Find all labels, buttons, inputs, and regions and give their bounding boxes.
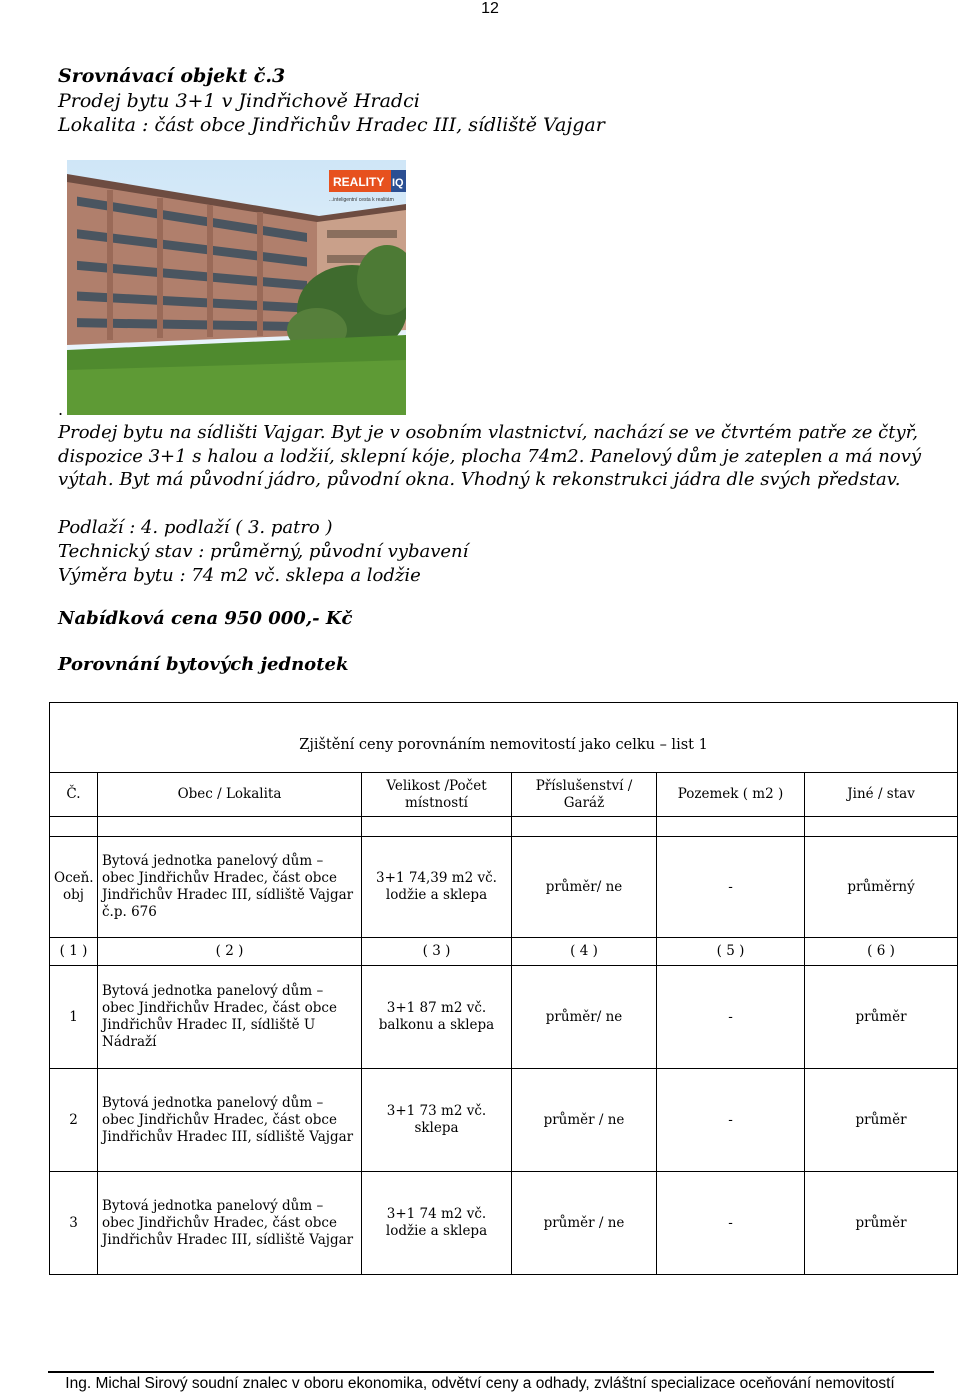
row-location: Bytová jednotka panelový dům – obec Jindřichův Hradec, část obce Jindřichův Hradec II, sídliště U Nádraží [98, 966, 362, 1069]
column-number: ( 5 ) [657, 938, 805, 966]
row-location: Bytová jednotka panelový dům – obec Jindřichův Hradec, část obce Jindřichův Hradec III, sídliště Vajgar [98, 1172, 362, 1275]
building-photo [67, 160, 406, 415]
column-number: ( 4 ) [512, 938, 657, 966]
object-subtitle: Prodej bytu 3+1 v Jindřichově Hradci [58, 90, 420, 112]
row-accessories: průměr / ne [512, 1172, 657, 1275]
header-number: Č. [50, 773, 98, 817]
subject-row [50, 837, 958, 938]
row-id: 3 [50, 1172, 98, 1275]
logo-tagline: ...inteligentní cesta k realitám [329, 197, 394, 203]
table-caption: Zjištění ceny porovnáním nemovitostí jako celku – list 1 [50, 703, 958, 773]
row-location: Bytová jednotka panelový dům – obec Jindřichův Hradec, část obce Jindřichův Hradec III, sídliště Vajgar [98, 1069, 362, 1172]
table-spacer-row [50, 817, 958, 837]
stray-dot: . [58, 400, 64, 419]
column-number: ( 3 ) [362, 938, 512, 966]
row-accessories: průměr/ ne [512, 966, 657, 1069]
condition-line: Technický stav : průměrný, původní vybavení [58, 541, 469, 562]
row-id: 1 [50, 966, 98, 1069]
row-accessories: průměr / ne [512, 1069, 657, 1172]
logo-text: REALITY [333, 175, 385, 189]
floors-line: Podlaží : 4. podlaží ( 3. patro ) [58, 517, 333, 538]
header-accessories: Příslušenství / Garáž [512, 773, 657, 817]
comparison-heading: Porovnání bytových jednotek [58, 654, 349, 675]
description-text: Prodej bytu na sídlišti Vajgar. Byt je v osobním vlastnictví, nachází se ve čtvrtém patře ze čtyř, dispozice 3+1 s halou a lodžií, sklepní kóje, plocha 74m2. Panelový dům je zateplen a má nový výtah. Byt má původní jádro, původní okna. Vhodný k rekonstrukci jádra dle svých představ. [58, 422, 922, 490]
subject-size: 3+1 74,39 m2 vč. lodžie a sklepa [362, 837, 512, 938]
area-line: Výměra bytu : 74 m2 vč. sklepa a lodžie [58, 565, 421, 586]
page-number: 12 [481, 0, 499, 17]
row-other: průměr [805, 1172, 958, 1275]
row-size: 3+1 73 m2 vč. sklepa [362, 1069, 512, 1172]
table-row [50, 966, 958, 1069]
subject-accessories: průměr/ ne [512, 837, 657, 938]
header-land: Pozemek ( m2 ) [657, 773, 805, 817]
subject-other: průměrný [805, 837, 958, 938]
table-header-row [50, 773, 958, 817]
object-location: Lokalita : část obce Jindřichův Hradec III, sídliště Vajgar [58, 114, 605, 136]
logo-suffix: IQ [392, 177, 404, 189]
column-number: ( 1 ) [50, 938, 98, 966]
subject-location: Bytová jednotka panelový dům – obec Jindřichův Hradec, část obce Jindřichův Hradec III, sídliště Vajgar č.p. 676 [98, 837, 362, 938]
row-land: - [657, 966, 805, 1069]
column-number-row [50, 938, 958, 966]
footer-text: Ing. Michal Sirový soudní znalec v oboru ekonomika, odvětví ceny a odhady, zvláštní specializace oceňování nemovitostí [65, 1375, 895, 1392]
column-number: ( 2 ) [98, 938, 362, 966]
table-row [50, 1069, 958, 1172]
table-caption-row [50, 703, 958, 773]
subject-land: - [657, 837, 805, 938]
header-location: Obec / Lokalita [98, 773, 362, 817]
offer-price: Nabídková cena 950 000,- Kč [58, 608, 353, 629]
row-other: průměr [805, 1069, 958, 1172]
header-size: Velikost /Počet místností [362, 773, 512, 817]
row-land: - [657, 1172, 805, 1275]
row-size: 3+1 74 m2 vč. lodžie a sklepa [362, 1172, 512, 1275]
comparison-table [49, 702, 958, 1275]
row-id: 2 [50, 1069, 98, 1172]
header-other: Jiné / stav [805, 773, 958, 817]
row-land: - [657, 1069, 805, 1172]
building-photo-illustration [67, 160, 406, 415]
object-title: Srovnávací objekt č.3 [58, 65, 286, 87]
table-row [50, 1172, 958, 1275]
row-other: průměr [805, 966, 958, 1069]
row-size: 3+1 87 m2 vč. balkonu a sklepa [362, 966, 512, 1069]
subject-id: Oceň. obj [50, 837, 98, 938]
footer-divider [48, 1371, 934, 1373]
column-number: ( 6 ) [805, 938, 958, 966]
